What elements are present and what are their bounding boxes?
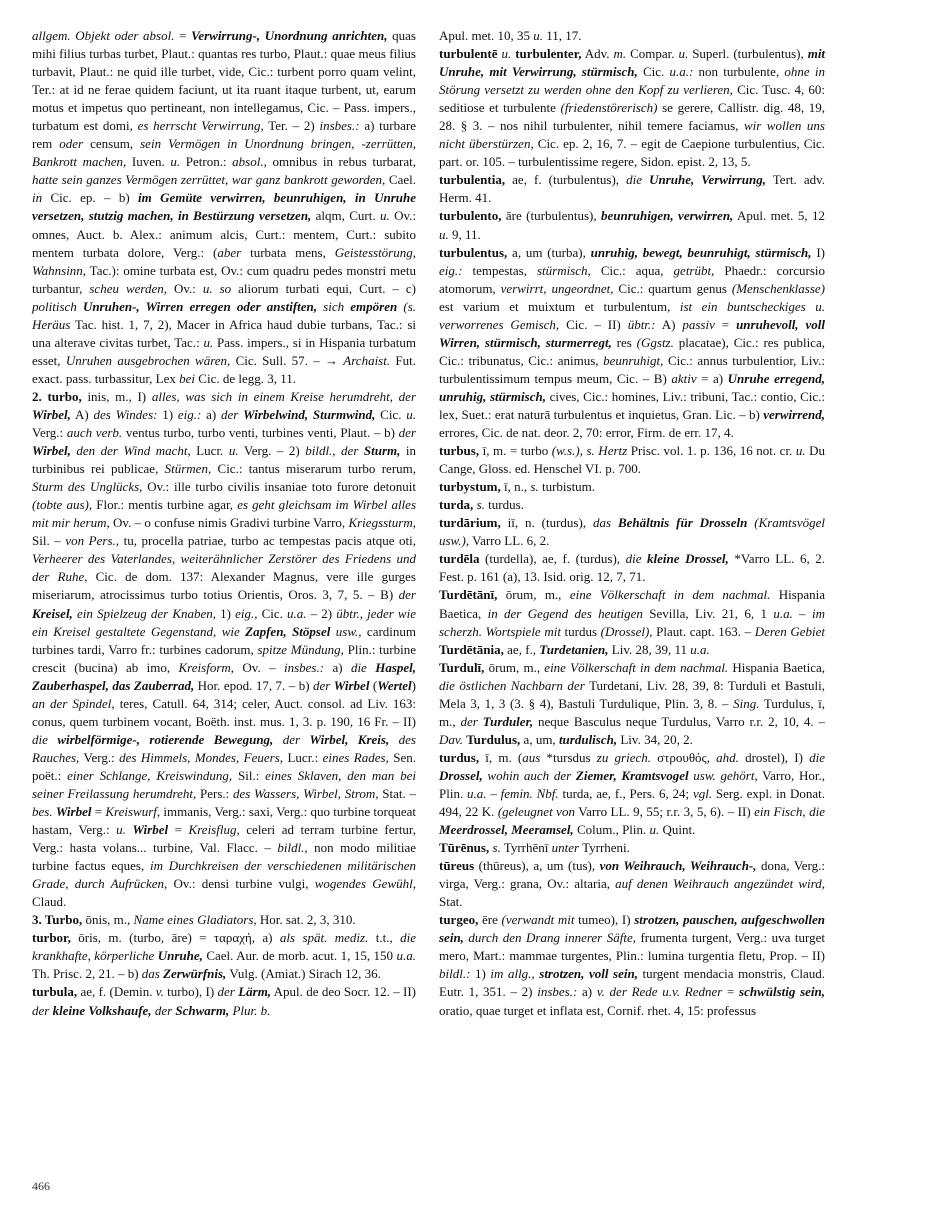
right-column bbox=[439, 27, 825, 1020]
entry-turgeo: turgeo, ēre (verwandt mit tumeo), I) strotzen, pauschen, aufgeschwollen sein, durch den Drang innerer Säfte, frumenta turgent, Verg.: uva turget mero, Mart.: mammae turgentes, Plin.: lumina turgentia fletu, Prop. – II) bildl.: 1) im allg., strotzen, voll sein, turgent mendacia monstris, Claud. Eutr. 1, 351. – 2) insbes.: a) v. der Rede u.v. Redner = schwülstig sein, oratio, quae turget et inflata est, Cornif. rhet. 4, 15: professus bbox=[439, 912, 826, 1018]
entry-turbo-3: 3. Turbo, ōnis, m., Name eines Gladiators, Hor. sat. 2, 3, 310. bbox=[32, 912, 356, 928]
entry-turdetani: Turdētānī, ōrum, m., eine Völkerschaft in dem nachmal. Hispania Baetica, in der Gegend des heutigen Sevilla, Liv. 21, 6, 1 u.a. – im scherzh. Wortspiele mit turdus (Drossel), Plaut. capt. 163. – Deren Gebiet Turdētānia, ae, f., Turdetanien, Liv. 28, 39, 11 u.a. bbox=[439, 587, 825, 657]
entry-turbystum: turbystum, ī, n., s. turbistum. bbox=[439, 479, 596, 495]
entry-turbor: turbor, ōris, m. (turbo, āre) = ταραχή, a) als spät. mediz. t.t., die krankhafte, körperliche Unruhe, Cael. Aur. de morb. acut. 1, 15, 150 u.a. Th. Prisc. 2, 21. – b) das Zerwürfnis, Vulg. (Amiat.) Sirach 12, 36. bbox=[32, 930, 417, 982]
entry-turbulentia: turbulentia, ae, f. (turbulentus), die Unruhe, Verwirrung, Tert. adv. Herm. 41. bbox=[439, 172, 826, 206]
entry-turenus: Tūrēnus, s. Tyrrhēnī unter Tyrrheni. bbox=[439, 840, 630, 856]
entry-turbula: turbula, ae, f. (Demin. v. turbo), I) der Lärm, Apul. de deo Socr. 12. – II) der kleine Volkshaufe, der Schwarm, Plur. b. bbox=[32, 984, 417, 1018]
entry-turbulento: turbulento, āre (turbulentus), beunruhigen, verwirren, Apul. met. 5, 12 u. 9, 11. bbox=[439, 208, 825, 242]
entry-turdus: turdus, ī, m. (aus *tursdus zu griech. στρουθός, ahd. drostel), I) die Drossel, wohin auch der Ziemer, Kramtsvogel usw. gehört, Varro, Hor., Plin. u.a. – femin. Nbf. turda, ae, f., Pers. 6, 24; vgl. Serg. expl. in Donat. 494, 22 K. (geleugnet von Varro LL. 9, 55; r.r. 3, 5, 6). – II) ein Fisch, die Meerdrossel, Meeramsel, Colum., Plin. u. Quint. bbox=[439, 749, 825, 838]
entry-turbula-cont: Apul. met. 10, 35 u. 11, 17. bbox=[439, 28, 582, 43]
entry-turbus: turbus, ī, m. = turbo (w.s.), s. Hertz Prisc. vol. 1. p. 136, 16 not. cr. u. Du Cange, Gloss. ed. Henschel VI. p. 700. bbox=[439, 443, 826, 477]
entry-turbulente: turbulentē u. turbulenter, Adv. m. Compar. u. Superl. (turbulentus), mit Unruhe, mit Verwirrung, stürmisch, Cic. u.a.: non turbulente, ohne in Störung versetzt zu werden ohne den Kopf zu verlieren, Cic. Tusc. 4, 60: seditiose et turbulente (friedenstörerisch) se gerere, Callistr. dig. 48, 19, 28. § 3. – nos nihil turbulenter, nihil temere faciamus, wir wollen uns nicht überstürzen, Cic. ep. 2, 16, 7. – egit de Caepione turbulentius, Cic. part. or. 105. – turbulentissime regere, Sidon. epist. 2, 13, 5. bbox=[439, 46, 826, 170]
entry-turda: turda, s. turdus. bbox=[439, 497, 524, 513]
entry-turbulentus: turbulentus, a, um (turba), unruhig, bewegt, beunruhigt, stürmisch, I) eig.: tempestas, stürmisch, Cic.: aqua, getrübt, Phaedr.: corcursio atomorum, verwirrt, ungeordnet, Cic.: quartum genus (Menschenklasse) est varium et muixtum et turbulentum, ist ein buntscheckiges u. verworrenes Gemisch, Cic. – II) übtr.: A) passiv = unruhevoll, voll Wirren, stürmisch, sturmerregt, res (Ggstz. placatae), Cic.: res publica, Cic.: tribunatus, Cic.: animus, beunruhigt, Cic.: annus turbulentior, Liv.: turbulentissimum tempus meum, Cic. – B) aktiv = a) Unruhe erregend, unruhig, stürmisch, cives, Cic.: homines, Liv.: tribuni, Tac.: contio, Cic.: lex, Suet.: erat naturā turbulentus et inquietus, Gran. Lic. – b) verwirrend, errores, Cic. de nat. deor. 2, 70: error, Firm. de err. 17, 4. bbox=[439, 244, 826, 441]
entry-turdela: turdēla (turdella), ae, f. (turdus), die kleine Drossel, *Varro LL. 6, 2. Fest. p. 161 (a), 13. Isid. orig. 12, 7, 71. bbox=[439, 551, 826, 585]
entry-turdarium: turdārium, iī, n. (turdus), das Behältnis für Drosseln (Kramtsvögel usw.), Varro LL. 6, 2. bbox=[439, 515, 826, 549]
page-number: 466 bbox=[32, 1179, 50, 1193]
entry-tureus: tūreus (thūreus), a, um (tus), von Weihrauch, Weihrauch-, dona, Verg.: virga, Verg.: grana, Ov.: altaria, auf denen Weihrauch angezündet wird, Stat. bbox=[439, 858, 826, 910]
entry-turbo-2: 2. turbo, inis, m., I) alles, was sich in einem Kreise herumdreht, der Wirbel, A) des Windes: 1) eig.: a) der Wirbelwind, Sturmwind, Cic. u. Verg.: auch verb. ventus turbo, turbo venti, turbines venti, Plaut. – b) der Wirbel, den der Wind macht, Lucr. u. Verg. – 2) bildl., der Sturm, in turbinibus rei publicae, Stürmen, Cic.: tantus miserarum turbo rerum, Sturm des Unglücks, Ov.: ille turbo civilis insaniae toto furore detonuit (tobte aus), Flor.: mentis turbine agar, es geht gleichsam im Wirbel alles mit mir herum, Ov. – o confuse nimis Gradivi turbine Varro, Kriegssturm, Sil. – von Pers., tu, procella patriae, turbo ac tempestas pacis atque oti, Verheerer des Vaterlandes, weiterähnlicher Zerstörer des Friedens und der Ruhe, Cic. de dom. 137: Alexander Magnus, vere ille gurges miseriarum, atrocissimus turbo totius Orientis, Oros. 3, 7, 5. – B) der Kreisel, ein Spielzeug der Knaben, 1) eig., Cic. u.a. – 2) übtr., jeder wie ein Kreisel gestaltete Gegenstand, wie Zapfen, Stöpsel usw., cardinum turbines tardi, Varro fr.: turbines cadorum, spitze Mündung, Plin.: turbine crescit (bucina) ab imo, Kreisform, Ov. – insbes.: a) die Haspel, Zauberhaspel, das Zauberrad, Hor. epod. 17, 7. – b) der Wirbel (Wertel) an der Spindel, teres, Catull. 64, 314; celer, Auct. consol. ad Liv. 163: conus, quem turbinem vocant, Boëth. inst. mus. 1, 3. p. 190, 16 Fr. – II) die wirbelförmige-, rotierende Bewegung, der Wirbel, Kreis, des Rauches, Verg.: des Himmels, Mondes, Feuers, Lucr.: eines Rades, Sen. poët.: einer Schlange, Kreiswindung, Sil.: eines Sklaven, den man bei seiner Freilassung herumdreht, Pers.: des Wassers, Wirbel, Strom, Stat. – bes. Wirbel = Kreiswurf, immanis, Verg.: saxi, Verg.: quo turbine torqueat hastam, Verg.: u. Wirbel = Kreisflug, celeri ad terram turbine fertur, Verg.: hasta volans... turbine, Val. Flacc. – bildl., non modo militiae turbine factus eques, im Durchkreisen der verschiedenen militärischen Grade, durch Aufrücken, Ov.: densi turbine vulgi, wogendes Gewühl, Claud. bbox=[32, 388, 417, 910]
entry-turbo-1-cont: allgem. Objekt oder absol. = Verwirrung-, Unordnung anrichten, quas mihi filius turbas turbet, Plaut.: quantas res turbo, Plaut.: quae meus filius turbavit, Plaut.: ne quid ille turbet, vide, Cic.: turbent porro quam velint, Ter.: at id ne ferae quidem faciunt, ut ita ruant itaque turbent, ut, earum motus et impetus quo pertineant, non intellegamus, Cic. – Pass. impers., turbatum est domi, es herrscht Verwirrung, Ter. – 2) insbes.: a) turbare rem oder censum, sein Vermögen in Unordnung bringen, -zerrütten, Bankrott machen, Iuven. u. Petron.: absol., omnibus in rebus turbarat, hatte sein ganzes Vermögen zerrüttet, war ganz bankrott geworden, Cael. in Cic. ep. – b) im Gemüte verwirren, beunruhigen, in Unruhe versetzen, stutzig machen, in Bestürzung versetzen, alqm, Curt. u. Ov.: omnes, Auct. b. Alex.: animum alcis, Curt.: mentem, Curt.: subito mentem turbata dolore, Verg.: (aber turbata mens, Geistesstörung, Wahnsinn, Tac.): omine turbata est, Ov.: cum quadru pedes monstri metu turbantur, scheu werden, Ov.: u. so aliorum turbati equi, Curt. – c) politisch Unruhen-, Wirren erregen oder anstiften, sich empören (s. Heräus Tac. hist. 1, 7, 2), Macer in Africa haud dubie turbans, Tac.: si una alterave civitas turbet, Tac.: u. Pass. impers., si in Hispania turbatum esset, Unruhen ausgebrochen wären, Cic. Sull. 57. – → Archaist. Fut. exact. pass. turbassitur, Lex bei Cic. de legg. 3, 11. bbox=[32, 28, 417, 386]
left-column bbox=[32, 27, 416, 1020]
entry-turduli: Turdulī, ōrum, m., eine Völkerschaft in dem nachmal. Hispania Baetica, die östlichen Nachbarn der Turdetani, Liv. 28, 39, 8: Turduli et Bastuli, Mela 3, 1, 3 (3. § 4), Bastuli Turdulique, Plin. 3, 8. – Sing. Turdulus, ī, m., der Turduler, neque Basculus neque Turdulus, Varro r.r. 2, 10, 4. – Dav. Turdulus, a, um, turdulisch, Liv. 34, 20, 2. bbox=[439, 659, 825, 747]
